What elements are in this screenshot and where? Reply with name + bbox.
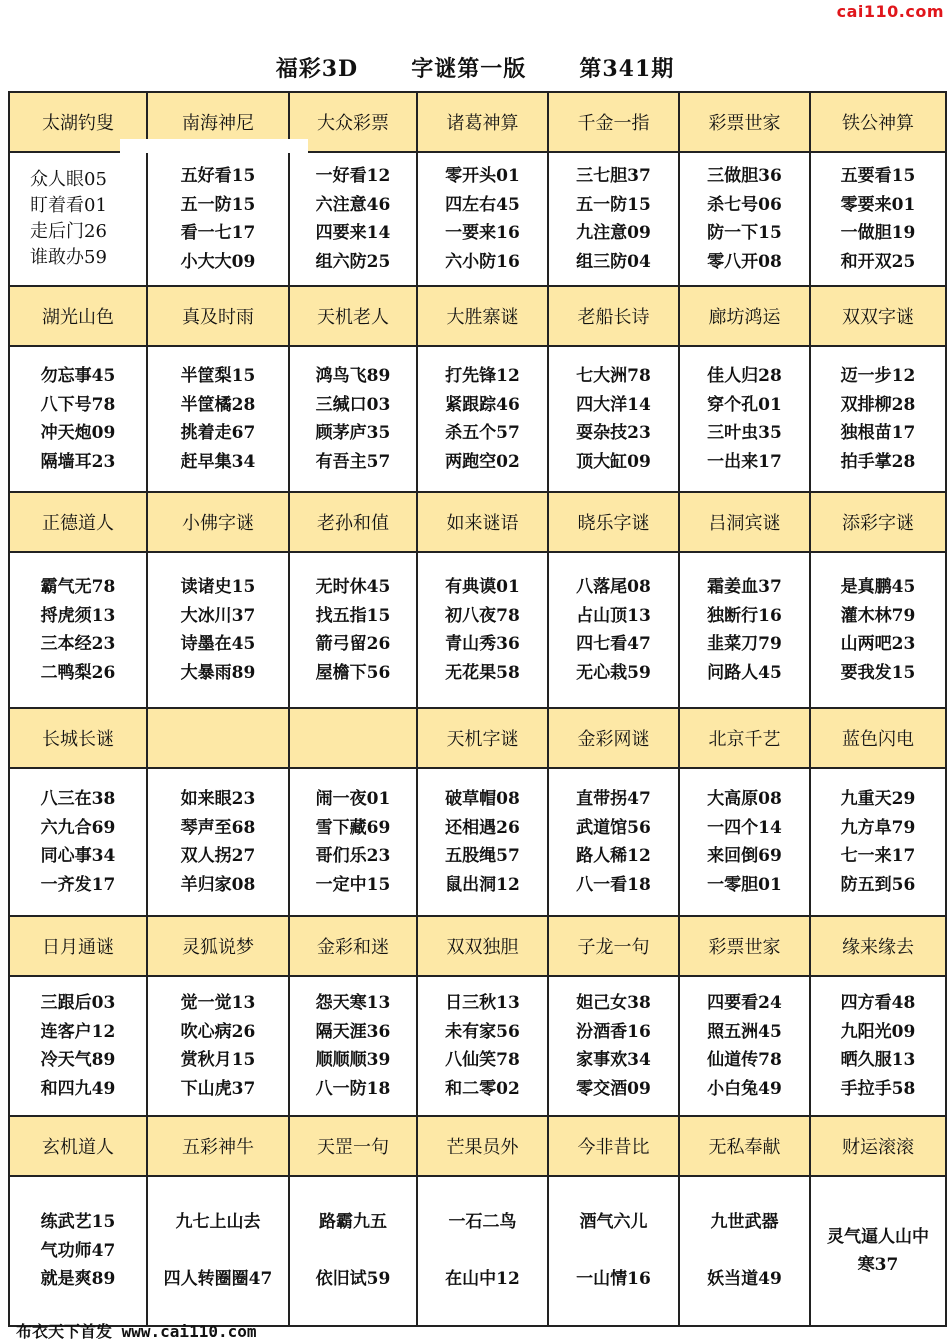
- riddle-line: 箭弓留26: [315, 634, 391, 654]
- riddle-line: 三缄口03: [315, 394, 391, 415]
- riddle-row: [9, 976, 946, 1116]
- column-header: 太湖钓叟: [9, 92, 147, 152]
- riddle-cell: [679, 1176, 810, 1326]
- riddle-line: 四人转圈圈47: [163, 1269, 273, 1290]
- column-header: 诸葛神算: [417, 92, 548, 152]
- column-header: 天机老人: [289, 286, 417, 346]
- riddle-line: 大暴雨89: [180, 662, 256, 683]
- riddle-cell: [289, 768, 417, 916]
- riddle-line: 独断行16: [707, 605, 782, 626]
- riddle-line: 和开双25: [840, 251, 916, 272]
- column-header: 灵狐说梦: [147, 916, 289, 976]
- riddle-line: 练武艺15: [40, 1212, 116, 1233]
- riddle-line: [148, 1237, 288, 1266]
- column-header: 彩票世家: [679, 92, 810, 152]
- riddle-line: 隔墙耳23: [40, 451, 116, 472]
- riddle-line: 九方阜79: [840, 817, 916, 838]
- riddle-row: [9, 768, 946, 916]
- riddle-line: 大高原08: [707, 789, 782, 809]
- riddle-cell: [810, 346, 946, 492]
- riddle-line: 二鸭梨26: [40, 662, 116, 683]
- header-row: [9, 708, 946, 768]
- riddle-line: 有吾主57: [315, 451, 391, 472]
- column-header: 双双字谜: [810, 286, 946, 346]
- riddle-line: 七一来17: [840, 846, 916, 866]
- riddle-line: 找五指15: [315, 605, 391, 626]
- riddle-cell: [9, 552, 147, 708]
- riddle-line: 大冰川37: [180, 605, 256, 626]
- riddle-line: 八仙笑78: [445, 1050, 520, 1070]
- riddle-line: 五股绳57: [445, 846, 520, 866]
- riddle-line: 六九合69: [40, 817, 116, 838]
- riddle-cell: [810, 152, 946, 286]
- column-header: 老孙和值: [289, 492, 417, 552]
- riddle-line: 一零胆01: [707, 874, 782, 895]
- riddle-line: 顾茅庐35: [315, 423, 391, 443]
- riddle-line: 杀五个57: [445, 423, 520, 443]
- riddle-line: 闹一夜01: [315, 789, 391, 809]
- riddle-line: 灵气逼人山中: [827, 1226, 929, 1247]
- column-header: 芒果员外: [417, 1116, 548, 1176]
- riddle-line: 三本经23: [40, 634, 116, 654]
- riddle-line: 灌木林79: [840, 605, 916, 626]
- riddle-cell: [417, 152, 548, 286]
- riddle-line: [549, 1237, 678, 1266]
- column-header: 今非昔比: [548, 1116, 679, 1176]
- riddle-table: [8, 91, 947, 1327]
- riddle-line: 霸气无78: [40, 577, 116, 597]
- riddle-line: 零八开08: [707, 251, 782, 272]
- riddle-line: 八三在38: [40, 789, 116, 809]
- column-header: 如来谜语: [417, 492, 548, 552]
- riddle-line: 破草帽08: [445, 789, 520, 809]
- riddle-line: 一齐发17: [40, 874, 116, 895]
- header-row: [9, 286, 946, 346]
- riddle-line: 鸿鸟飞89: [315, 366, 391, 386]
- column-header: [289, 708, 417, 768]
- riddle-line: 走后门26: [30, 221, 107, 242]
- riddle-line: 同心事34: [40, 846, 116, 866]
- riddle-line: 组六防25: [315, 251, 391, 272]
- riddle-cell: [679, 152, 810, 286]
- riddle-line: 连客户12: [40, 1021, 116, 1042]
- column-header: 廊坊鸿运: [679, 286, 810, 346]
- column-header: 无私奉献: [679, 1116, 810, 1176]
- riddle-line: 七大洲78: [576, 366, 651, 386]
- column-header: 大胜寨谜: [417, 286, 548, 346]
- riddle-cell: [810, 1176, 946, 1326]
- riddle-cell: [147, 1176, 289, 1326]
- riddle-cell: [417, 1176, 548, 1326]
- riddle-line: 四要看24: [707, 993, 782, 1013]
- riddle-line: 小大大09: [180, 251, 256, 272]
- riddle-cell: [417, 346, 548, 492]
- riddle-line: 四左右45: [445, 194, 520, 215]
- riddle-line: 要我发15: [840, 662, 916, 683]
- riddle-cell: [548, 152, 679, 286]
- riddle-cell: [548, 1176, 679, 1326]
- riddle-cell: [679, 768, 810, 916]
- riddle-line: 八落尾08: [576, 577, 651, 597]
- riddle-line: 日三秋13: [445, 993, 520, 1013]
- riddle-line: 打先锋12: [445, 366, 520, 386]
- column-header: 正德道人: [9, 492, 147, 552]
- column-header: 添彩字谜: [810, 492, 946, 552]
- column-header: 财运滚滚: [810, 1116, 946, 1176]
- riddle-line: 四要来14: [315, 223, 391, 243]
- riddle-line: 防一下15: [707, 223, 782, 243]
- riddle-line: 半筐橘28: [180, 394, 256, 415]
- riddle-line: 还相遇26: [445, 817, 520, 838]
- riddle-line: 冲天炮09: [40, 423, 116, 443]
- riddle-line: 山两吧23: [840, 634, 916, 654]
- mask-patch: [28, 18, 198, 86]
- riddle-line: 路人稀12: [576, 846, 651, 866]
- riddle-line: 是真鹏45: [840, 577, 916, 597]
- riddle-cell: [679, 346, 810, 492]
- riddle-cell: [289, 1176, 417, 1326]
- header-row: [9, 1116, 946, 1176]
- footer-credit: 布衣天下首发 www.cai110.com: [16, 1322, 257, 1341]
- riddle-line: 九世武器: [710, 1212, 779, 1233]
- riddle-line: 穿个孔01: [707, 394, 782, 415]
- riddle-line: 众人眼05: [30, 169, 107, 190]
- column-header: 蓝色闪电: [810, 708, 946, 768]
- riddle-line: 紧跟踪46: [445, 394, 520, 415]
- riddle-line: 羊归家08: [180, 874, 256, 895]
- riddle-cell: [9, 346, 147, 492]
- riddle-line: 一做胆19: [840, 223, 916, 243]
- riddle-cell: [548, 768, 679, 916]
- riddle-line: 青山秀36: [445, 634, 520, 654]
- site-logo: cai110.com: [836, 2, 944, 21]
- riddle-line: 挑着走67: [180, 423, 256, 443]
- riddle-line: 双人拐27: [180, 846, 256, 866]
- riddle-line: 手拉手58: [840, 1078, 916, 1099]
- riddle-line: 看一七17: [180, 223, 256, 243]
- riddle-line: 琴声至68: [180, 817, 256, 838]
- riddle-row: [9, 152, 946, 286]
- riddle-line: 九阳光09: [840, 1021, 916, 1042]
- riddle-line: 未有家56: [445, 1021, 520, 1042]
- riddle-line: 八下号78: [40, 394, 116, 415]
- riddle-line: 四大洋14: [576, 394, 651, 415]
- riddle-line: 耍杂技23: [576, 423, 651, 443]
- riddle-cell: [417, 976, 548, 1116]
- riddle-line: 九注意09: [576, 223, 651, 243]
- riddle-line: 五一防15: [576, 194, 651, 215]
- riddle-cell: [679, 976, 810, 1116]
- column-header: 大众彩票: [289, 92, 417, 152]
- column-header: 北京千艺: [679, 708, 810, 768]
- riddle-line: 四方看48: [840, 993, 916, 1013]
- riddle-cell: [810, 552, 946, 708]
- column-header: 湖光山色: [9, 286, 147, 346]
- riddle-line: 家事欢34: [576, 1050, 651, 1070]
- riddle-cell: [147, 346, 289, 492]
- column-header: 小佛字谜: [147, 492, 289, 552]
- riddle-line: 来回倒69: [707, 846, 782, 866]
- riddle-line: 在山中12: [445, 1269, 520, 1290]
- riddle-line: 顺顺顺39: [315, 1050, 391, 1070]
- column-header: 千金一指: [548, 92, 679, 152]
- riddle-line: 冷天气89: [40, 1050, 116, 1070]
- riddle-line: 捋虎须13: [40, 605, 116, 626]
- riddle-line: 如来眼23: [180, 789, 256, 809]
- column-header: 金彩网谜: [548, 708, 679, 768]
- riddle-line: 零要来01: [840, 194, 916, 215]
- riddle-cell: [417, 552, 548, 708]
- riddle-line: 怨天寒13: [315, 993, 391, 1013]
- riddle-cell: [147, 552, 289, 708]
- riddle-line: 盯着看01: [30, 195, 107, 216]
- riddle-line: 勿忘事45: [40, 366, 116, 386]
- riddle-line: 读诸史15: [180, 577, 256, 597]
- riddle-line: 两跑空02: [445, 451, 520, 472]
- column-header: [147, 708, 289, 768]
- riddle-line: 杀七号06: [707, 194, 782, 215]
- riddle-line: 五好看15: [180, 166, 256, 186]
- riddle-line: 零交酒09: [576, 1078, 651, 1099]
- header-row: [9, 492, 946, 552]
- column-header: 南海神尼: [147, 92, 289, 152]
- riddle-line: 八一防18: [315, 1078, 391, 1099]
- riddle-line: 防五到56: [840, 874, 916, 895]
- riddle-line: 寒37: [857, 1255, 899, 1275]
- riddle-line: 赶早集34: [180, 451, 256, 472]
- riddle-cell: [548, 346, 679, 492]
- column-header: 铁公神算: [810, 92, 946, 152]
- riddle-line: 和二零02: [445, 1078, 520, 1099]
- riddle-line: 三做胆36: [707, 166, 782, 186]
- column-header: 缘来缘去: [810, 916, 946, 976]
- column-header: 五彩神牛: [147, 1116, 289, 1176]
- riddle-line: 路霸九五: [319, 1212, 387, 1233]
- riddle-line: 无花果58: [445, 662, 520, 683]
- riddle-line: 四七看47: [576, 634, 651, 654]
- riddle-line: 鼠出洞12: [445, 874, 520, 895]
- riddle-cell: [147, 768, 289, 916]
- riddle-line: 觉一觉13: [180, 993, 256, 1013]
- column-header: 晓乐字谜: [548, 492, 679, 552]
- riddle-line: 哥们乐23: [315, 846, 391, 866]
- riddle-line: 九重天29: [840, 789, 916, 809]
- riddle-line: 就是爽89: [40, 1269, 116, 1290]
- riddle-cell: [9, 768, 147, 916]
- riddle-cell: [147, 152, 289, 286]
- riddle-line: 照五洲45: [707, 1021, 782, 1042]
- riddle-cell: [548, 976, 679, 1116]
- riddle-line: 五一防15: [180, 194, 256, 215]
- riddle-cell: [9, 976, 147, 1116]
- riddle-line: 无心栽59: [576, 662, 651, 683]
- column-header: 彩票世家: [679, 916, 810, 976]
- riddle-line: 和四九49: [40, 1078, 116, 1099]
- riddle-line: 六注意46: [315, 194, 391, 215]
- riddle-line: 独根苗17: [840, 423, 916, 443]
- riddle-line: 晒久服13: [840, 1050, 916, 1070]
- riddle-line: 雪下藏69: [315, 817, 391, 838]
- riddle-line: 吹心病26: [180, 1021, 256, 1042]
- column-header: 子龙一句: [548, 916, 679, 976]
- riddle-line: 占山顶13: [576, 605, 651, 626]
- riddle-line: 有典谟01: [445, 577, 520, 597]
- riddle-line: 一定中15: [315, 874, 391, 895]
- riddle-cell: [810, 976, 946, 1116]
- title-lottery: 福彩3D: [275, 56, 359, 82]
- riddle-line: 半筐梨15: [180, 366, 256, 386]
- riddle-line: [290, 1237, 416, 1266]
- riddle-row: [9, 1176, 946, 1326]
- riddle-line: 一好看12: [315, 166, 391, 186]
- riddle-cell: [9, 1176, 147, 1326]
- riddle-line: 一山情16: [576, 1269, 651, 1290]
- riddle-cell: [9, 152, 147, 286]
- riddle-line: 诗墨在45: [180, 634, 256, 654]
- column-header: 吕洞宾谜: [679, 492, 810, 552]
- riddle-cell: [810, 768, 946, 916]
- riddle-cell: [289, 976, 417, 1116]
- riddle-line: 问路人45: [707, 662, 782, 683]
- riddle-line: 谁敢办59: [30, 247, 107, 268]
- riddle-line: 酒气六儿: [579, 1212, 648, 1233]
- riddle-line: 隔天涯36: [315, 1021, 391, 1042]
- riddle-line: 屋檐下56: [315, 662, 391, 683]
- riddle-cell: [289, 152, 417, 286]
- riddle-cell: [548, 552, 679, 708]
- riddle-line: 一四个14: [707, 817, 782, 838]
- riddle-line: 直带拐47: [576, 789, 651, 809]
- title-issue: 第341期: [579, 56, 675, 82]
- riddle-cell: [679, 552, 810, 708]
- riddle-cell: [147, 976, 289, 1116]
- column-header: 老船长诗: [548, 286, 679, 346]
- riddle-line: 妖当道49: [707, 1269, 782, 1290]
- riddle-cell: [289, 552, 417, 708]
- riddle-line: 九七上山去: [175, 1212, 261, 1233]
- riddle-line: 一要来16: [445, 223, 520, 243]
- riddle-line: 武道馆56: [576, 817, 651, 838]
- header-row: [9, 916, 946, 976]
- riddle-line: 霜姜血37: [707, 577, 782, 597]
- column-header: 日月通谜: [9, 916, 147, 976]
- column-header: 双双独胆: [417, 916, 548, 976]
- riddle-line: 小白兔49: [707, 1078, 782, 1099]
- riddle-line: 组三防04: [576, 251, 651, 272]
- riddle-row: [9, 346, 946, 492]
- riddle-cell: [289, 346, 417, 492]
- riddle-line: 双排柳28: [840, 394, 916, 415]
- column-header: 天罡一句: [289, 1116, 417, 1176]
- riddle-line: 三跟后03: [40, 993, 116, 1013]
- riddle-line: 佳人归28: [707, 366, 782, 386]
- riddle-line: 三七胆37: [576, 166, 651, 186]
- riddle-line: 一出来17: [707, 451, 782, 472]
- riddle-line: 零开头01: [445, 166, 520, 186]
- title-version: 字谜第一版: [411, 56, 527, 82]
- riddle-line: [418, 1237, 547, 1266]
- column-header: 金彩和迷: [289, 916, 417, 976]
- column-header: 天机字谜: [417, 708, 548, 768]
- riddle-line: [680, 1237, 809, 1266]
- riddle-line: 妲己女38: [576, 993, 651, 1013]
- riddle-line: 依旧试59: [315, 1269, 391, 1290]
- riddle-line: 三叶虫35: [707, 423, 782, 443]
- riddle-line: 汾酒香16: [576, 1021, 651, 1042]
- riddle-line: 初八夜78: [445, 605, 520, 626]
- riddle-cell: [417, 768, 548, 916]
- riddle-row: [9, 552, 946, 708]
- riddle-line: 顶大缸09: [576, 451, 651, 472]
- riddle-line: 六小防16: [445, 251, 520, 272]
- riddle-line: 五要看15: [840, 166, 916, 186]
- riddle-line: 八一看18: [576, 874, 651, 895]
- riddle-line: 迈一步12: [840, 366, 916, 386]
- column-header: 玄机道人: [9, 1116, 147, 1176]
- column-header: 长城长谜: [9, 708, 147, 768]
- column-header: 真及时雨: [147, 286, 289, 346]
- riddle-line: 拍手掌28: [840, 451, 916, 472]
- riddle-line: 下山虎37: [180, 1078, 256, 1099]
- mask-patch: [120, 139, 308, 153]
- riddle-line: 韭菜刀79: [707, 634, 782, 654]
- riddle-line: 仙道传78: [707, 1050, 782, 1070]
- riddle-line: 赏秋月15: [180, 1050, 256, 1070]
- riddle-line: 无时休45: [315, 577, 391, 597]
- riddle-line: 气功师47: [40, 1240, 116, 1261]
- riddle-line: 一石二鸟: [448, 1212, 517, 1233]
